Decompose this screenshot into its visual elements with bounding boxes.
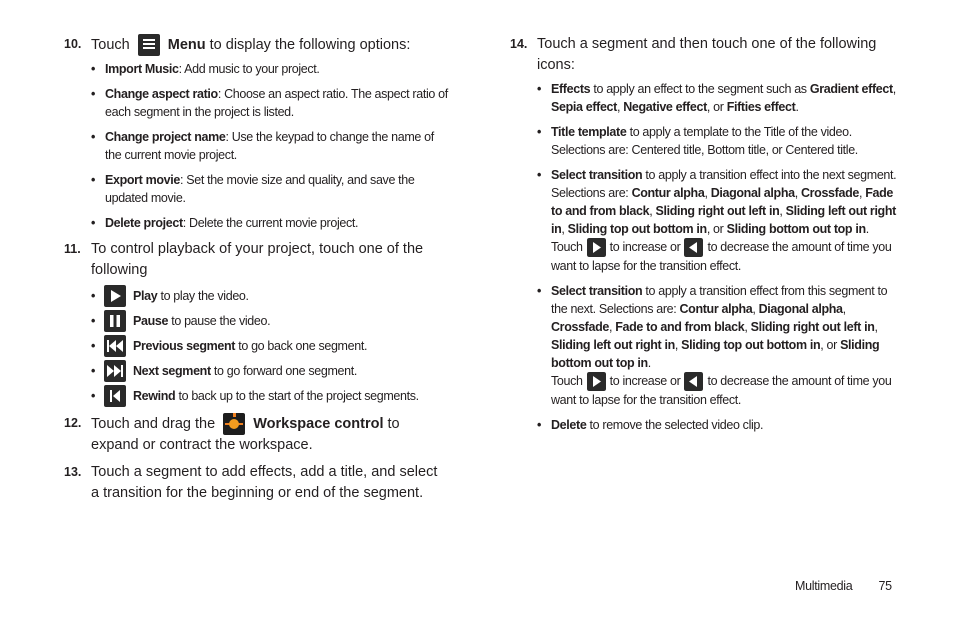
list-item: • Pause to pause the video. (91, 310, 448, 332)
right-column (510, 34, 900, 441)
previous-segment-icon (104, 335, 126, 357)
step-11: 11. To control playback of your project, touch one of the following • Play to play the video. • Pause to pause the video. • Previous segment to go back one segment. • Next segment to go forward one segment. • Rewind to back up to the start of the project segments. (64, 239, 448, 407)
step-12: 12. Touch and drag the Workspace control to expand or contract the workspace. (64, 413, 448, 456)
list-item: • Previous segment to go back one segment. (91, 335, 448, 357)
page-footer (795, 579, 892, 593)
list-item: • Export movie: Set the movie size and quality, and save the updated movie. (91, 171, 448, 207)
list-item: • Import Music: Add music to your project. (91, 60, 448, 78)
list-item: • Select transition to apply a transition effect into the next segment. Selections are: Contur alpha, Diagonal alpha, Crossfade, Fade to and from black, Sliding right out left in, Sliding left out right in, Sliding top out bottom in, or Sliding bottom out top in. Touch to increase or to decrease the amount of time you want to lapse for the transition effect. (537, 166, 900, 275)
play-icon (104, 285, 126, 307)
pause-icon (104, 310, 126, 332)
list-item: • Delete project: Delete the current movie project. (91, 214, 448, 232)
increase-arrow-icon (587, 372, 606, 391)
workspace-control-icon (223, 413, 245, 435)
increase-arrow-icon (587, 238, 606, 257)
list-item: • Next segment to go forward one segment. (91, 360, 448, 382)
list-item: • Delete to remove the selected video clip. (537, 416, 900, 434)
list-item: • Title template to apply a template to the Title of the video. Selections are: Centered title, Bottom title, or Centered title. (537, 123, 900, 159)
step-14: 14. Touch a segment and then touch one of the following icons: • Effects to apply an effect to the segment such as Gradient effect, Sepia effect, Negative effect, or Fifties effect. • Title template to apply a template to the Title of the video. Selections are: Centered title, Bottom title, or Centered title. • Select transition to apply a transition effect into the next segment. Selections are: Contur alpha, Diagonal alpha, Crossfade, Fade to and from black, Sliding right out left in, Sliding left out right in, Sliding top out bottom in, or Sliding bottom out top in. Touch to increase or to decrease the amount of time you want to lapse for the transition effect. • Select transition to apply a transition effect from this segment to the next. Selections are: Contur alpha, Diagonal alpha, Crossfade, Fade to and from black, Sliding right out left in, Sliding left out right in, Sliding top out bottom in, or Sliding bottom out top in. Touch to increase or to decrease the amount of time you want to lapse for the transition effect. • Delete to remove the selected video clip. (510, 34, 900, 434)
list-item: • Play to play the video. (91, 285, 448, 307)
step-number: 14. (510, 37, 528, 51)
rewind-icon (104, 385, 126, 407)
list-item: • Select transition to apply a transition effect from this segment to the next. Selections are: Contur alpha, Diagonal alpha, Crossfade, Fade to and from black, Sliding right out left in, Sliding left out right in, Sliding top out bottom in, or Sliding bottom out top in. Touch to increase or to decrease the amount of time you want to lapse for the transition effect. (537, 282, 900, 409)
step-number: 11. (64, 242, 81, 256)
step-number: 13. (64, 465, 82, 479)
step-number: 10. (64, 37, 82, 51)
page-number: 75 (878, 579, 892, 593)
next-segment-icon (104, 360, 126, 382)
left-column (64, 34, 448, 510)
list-item: • Rewind to back up to the start of the project segments. (91, 385, 448, 407)
step-10: 10. Touch Menu to display the following options: • Import Music: Add music to your project. • Change aspect ratio: Choose an aspect ratio. The aspect ratio of each segment in the project is listed. • Change project name: Use the keypad to change the name of the current movie project. • Export movie: Set the movie size and quality, and save the updated movie. • Delete project: Delete the current movie project. (64, 34, 448, 232)
section-name: Multimedia (795, 579, 853, 593)
list-item: • Change project name: Use the keypad to change the name of the current movie project. (91, 128, 448, 164)
decrease-arrow-icon (684, 372, 703, 391)
list-item: • Change aspect ratio: Choose an aspect ratio. The aspect ratio of each segment in the project is listed. (91, 85, 448, 121)
decrease-arrow-icon (684, 238, 703, 257)
step-number: 12. (64, 416, 82, 430)
menu-icon (138, 34, 160, 56)
list-item: • Effects to apply an effect to the segment such as Gradient effect, Sepia effect, Negative effect, or Fifties effect. (537, 80, 900, 116)
step-13: 13. Touch a segment to add effects, add a title, and select a transition for the beginning or end of the segment. (64, 464, 438, 501)
